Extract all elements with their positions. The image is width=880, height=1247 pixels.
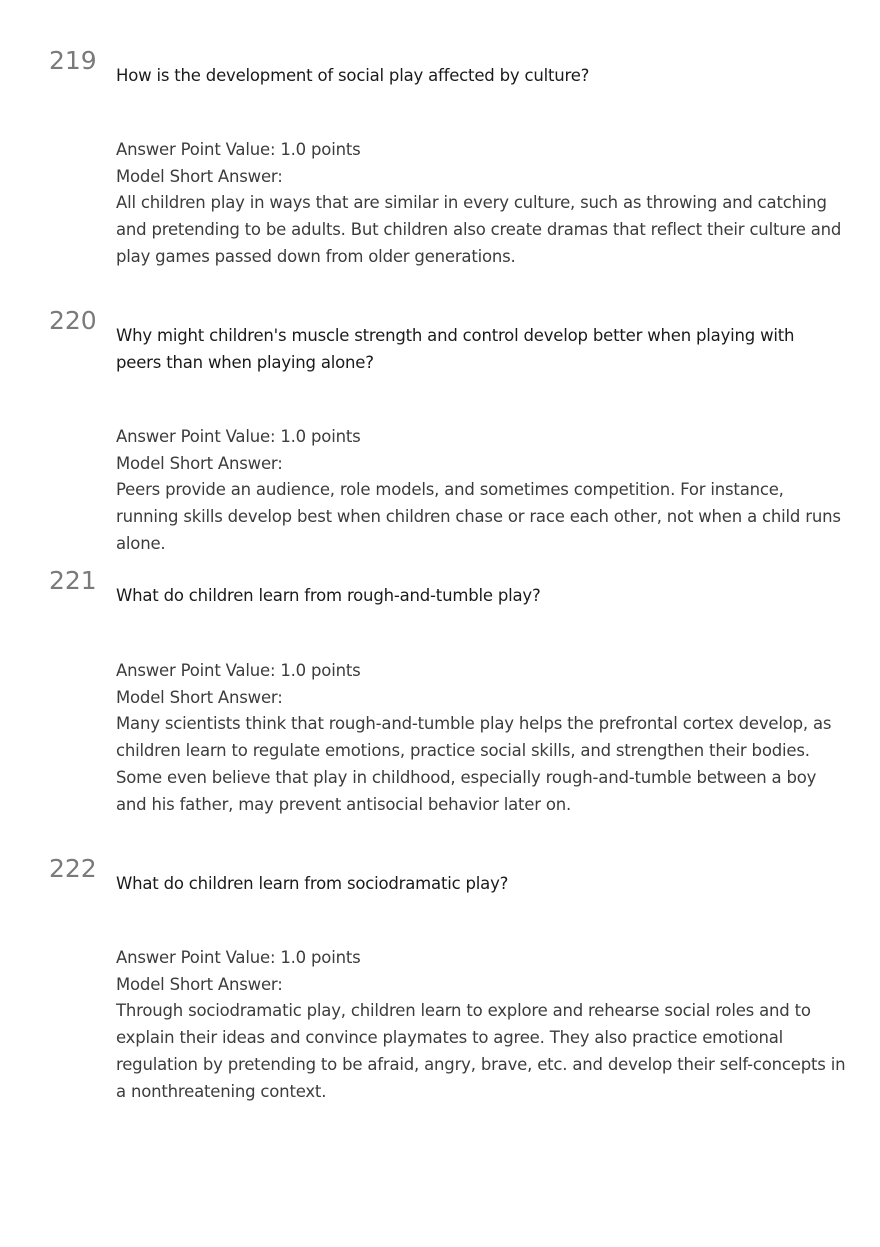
model-answer-text: Through sociodramatic play, children learn to explore and rehearse social roles and to explain their ideas and convince playmates to agree. They also practice emotional regulation by pretending to be afraid, angry, brave, etc. and develop their self-concepts in a nonthreatening context. [116, 1001, 846, 1101]
question-text: What do children learn from rough-and-tumble play? [116, 586, 541, 605]
model-answer-label: Model Short Answer: [116, 166, 283, 186]
question-text: How is the development of social play affected by culture? [116, 66, 590, 85]
answer-block [116, 424, 851, 558]
question-number: 222 [49, 854, 97, 883]
model-answer-label: Model Short Answer: [116, 687, 283, 707]
answer-point-value: Answer Point Value: 1.0 points [116, 661, 361, 680]
answer-point-value: Answer Point Value: 1.0 points [116, 427, 361, 446]
answer-block [116, 658, 851, 818]
question-number: 219 [49, 46, 97, 75]
question-number: 221 [49, 566, 97, 595]
model-answer-text: Many scientists think that rough-and-tumble play helps the prefrontal cortex develop, as children learn to regulate emotions, practice social skills, and strengthen their bodies. Some even believe that play in childhood, especially rough-and-tumble between a boy and his father, may prevent antisocial behavior later on. [116, 714, 832, 814]
model-answer-text: Peers provide an audience, role models, and sometimes competition. For instance, running skills develop best when children chase or race each other, not when a child runs alone. [116, 480, 841, 553]
answer-block [116, 137, 851, 271]
model-answer-label: Model Short Answer: [116, 974, 283, 994]
answer-block [116, 945, 856, 1105]
question-text: What do children learn from sociodramatic play? [116, 874, 509, 893]
model-answer-label: Model Short Answer: [116, 453, 283, 473]
answer-point-value: Answer Point Value: 1.0 points [116, 140, 361, 159]
answer-point-value: Answer Point Value: 1.0 points [116, 948, 361, 967]
question-number: 220 [49, 306, 97, 335]
model-answer-text: All children play in ways that are similar in every culture, such as throwing and catching and pretending to be adults. But children also create dramas that reflect their culture and play games passed down from older generations. [116, 193, 842, 266]
question-text: Why might children's muscle strength and control develop better when playing with peers than when playing alone? [116, 326, 795, 372]
